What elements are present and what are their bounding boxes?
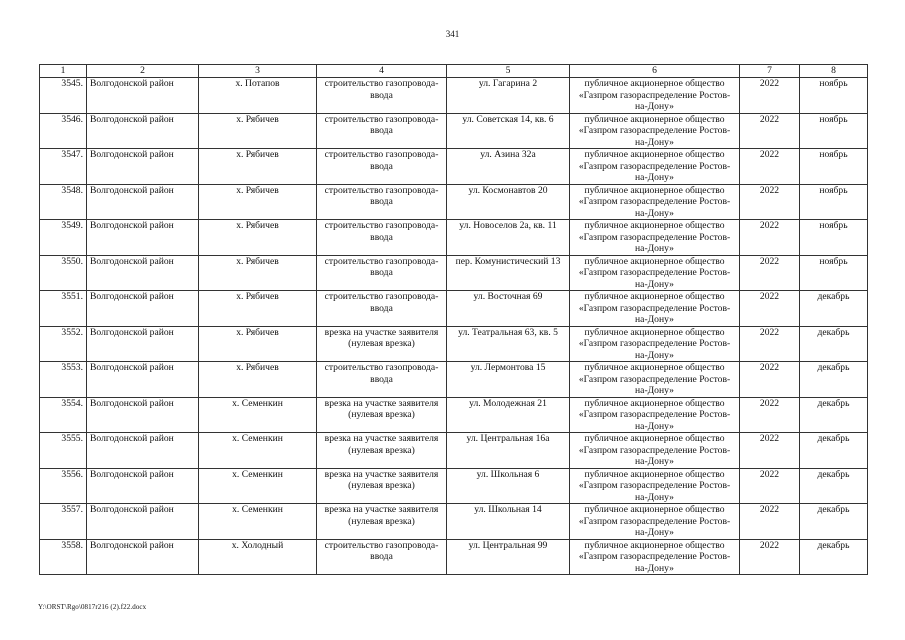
table-row xyxy=(40,78,868,114)
table-row xyxy=(40,220,868,256)
month-cell: декабрь xyxy=(800,291,868,327)
month-cell: декабрь xyxy=(800,397,868,433)
work-type-cell: врезка на участке заявителя (нулевая врезка) xyxy=(317,326,447,362)
work-type-cell: строительство газопровода-ввода xyxy=(317,184,447,220)
table-body xyxy=(40,78,868,575)
address-cell: ул. Космонавтов 20 xyxy=(447,184,570,220)
column-header: 6 xyxy=(570,65,740,78)
month-cell: ноябрь xyxy=(800,149,868,185)
column-header: 4 xyxy=(317,65,447,78)
month-cell: декабрь xyxy=(800,468,868,504)
address-cell: ул. Школьная 14 xyxy=(447,504,570,540)
column-header: 8 xyxy=(800,65,868,78)
address-cell: ул. Восточная 69 xyxy=(447,291,570,327)
organization-cell: публичное акционерное общество «Газпром газораспределение Ростов-на-Дону» xyxy=(570,184,740,220)
row-number-cell: 3558. xyxy=(40,539,87,575)
address-cell: ул. Молодежная 21 xyxy=(447,397,570,433)
settlement-cell: х. Семенкин xyxy=(199,433,317,469)
month-cell: ноябрь xyxy=(800,113,868,149)
table-row xyxy=(40,149,868,185)
work-type-cell: строительство газопровода-ввода xyxy=(317,113,447,149)
address-cell: ул. Центральная 99 xyxy=(447,539,570,575)
district-cell: Волгодонской район xyxy=(87,149,199,185)
settlement-cell: х. Потапов xyxy=(199,78,317,114)
address-cell: ул. Школьная 6 xyxy=(447,468,570,504)
year-cell: 2022 xyxy=(740,433,800,469)
organization-cell: публичное акционерное общество «Газпром газораспределение Ростов-на-Дону» xyxy=(570,78,740,114)
table-row xyxy=(40,397,868,433)
district-cell: Волгодонской район xyxy=(87,539,199,575)
organization-cell: публичное акционерное общество «Газпром газораспределение Ростов-на-Дону» xyxy=(570,504,740,540)
month-cell: декабрь xyxy=(800,539,868,575)
column-header: 3 xyxy=(199,65,317,78)
column-header: 5 xyxy=(447,65,570,78)
organization-cell: публичное акционерное общество «Газпром газораспределение Ростов-на-Дону» xyxy=(570,113,740,149)
work-type-cell: строительство газопровода-ввода xyxy=(317,291,447,327)
settlement-cell: х. Рябичев xyxy=(199,291,317,327)
row-number-cell: 3545. xyxy=(40,78,87,114)
year-cell: 2022 xyxy=(740,113,800,149)
row-number-cell: 3546. xyxy=(40,113,87,149)
year-cell: 2022 xyxy=(740,468,800,504)
year-cell: 2022 xyxy=(740,504,800,540)
year-cell: 2022 xyxy=(740,326,800,362)
settlement-cell: х. Семенкин xyxy=(199,504,317,540)
organization-cell: публичное акционерное общество «Газпром газораспределение Ростов-на-Дону» xyxy=(570,433,740,469)
year-cell: 2022 xyxy=(740,362,800,398)
organization-cell: публичное акционерное общество «Газпром газораспределение Ростов-на-Дону» xyxy=(570,255,740,291)
month-cell: ноябрь xyxy=(800,184,868,220)
district-cell: Волгодонской район xyxy=(87,255,199,291)
table-row xyxy=(40,468,868,504)
work-type-cell: врезка на участке заявителя (нулевая врезка) xyxy=(317,504,447,540)
table-row xyxy=(40,504,868,540)
year-cell: 2022 xyxy=(740,184,800,220)
work-type-cell: строительство газопровода-ввода xyxy=(317,362,447,398)
settlement-cell: х. Семенкин xyxy=(199,397,317,433)
address-cell: ул. Гагарина 2 xyxy=(447,78,570,114)
year-cell: 2022 xyxy=(740,539,800,575)
year-cell: 2022 xyxy=(740,78,800,114)
year-cell: 2022 xyxy=(740,149,800,185)
district-cell: Волгодонской район xyxy=(87,397,199,433)
work-type-cell: строительство газопровода-ввода xyxy=(317,255,447,291)
organization-cell: публичное акционерное общество «Газпром газораспределение Ростов-на-Дону» xyxy=(570,291,740,327)
table-row xyxy=(40,184,868,220)
settlement-cell: х. Холодный xyxy=(199,539,317,575)
work-type-cell: строительство газопровода-ввода xyxy=(317,539,447,575)
row-number-cell: 3548. xyxy=(40,184,87,220)
row-number-cell: 3553. xyxy=(40,362,87,398)
column-header: 1 xyxy=(40,65,87,78)
district-cell: Волгодонской район xyxy=(87,326,199,362)
column-header: 7 xyxy=(740,65,800,78)
work-type-cell: врезка на участке заявителя (нулевая врезка) xyxy=(317,468,447,504)
organization-cell: публичное акционерное общество «Газпром газораспределение Ростов-на-Дону» xyxy=(570,326,740,362)
year-cell: 2022 xyxy=(740,291,800,327)
table-row xyxy=(40,433,868,469)
organization-cell: публичное акционерное общество «Газпром газораспределение Ростов-на-Дону» xyxy=(570,397,740,433)
month-cell: ноябрь xyxy=(800,78,868,114)
district-cell: Волгодонской район xyxy=(87,113,199,149)
settlement-cell: х. Рябичев xyxy=(199,255,317,291)
row-number-cell: 3557. xyxy=(40,504,87,540)
settlement-cell: х. Рябичев xyxy=(199,149,317,185)
year-cell: 2022 xyxy=(740,220,800,256)
address-cell: пер. Комунистический 13 xyxy=(447,255,570,291)
table-row xyxy=(40,255,868,291)
settlement-cell: х. Семенкин xyxy=(199,468,317,504)
row-number-cell: 3554. xyxy=(40,397,87,433)
month-cell: декабрь xyxy=(800,362,868,398)
month-cell: ноябрь xyxy=(800,255,868,291)
month-cell: декабрь xyxy=(800,504,868,540)
district-cell: Волгодонской район xyxy=(87,184,199,220)
row-number-cell: 3547. xyxy=(40,149,87,185)
district-cell: Волгодонской район xyxy=(87,504,199,540)
organization-cell: публичное акционерное общество «Газпром газораспределение Ростов-на-Дону» xyxy=(570,362,740,398)
organization-cell: публичное акционерное общество «Газпром газораспределение Ростов-на-Дону» xyxy=(570,149,740,185)
organization-cell: публичное акционерное общество «Газпром газораспределение Ростов-на-Дону» xyxy=(570,468,740,504)
year-cell: 2022 xyxy=(740,255,800,291)
table-row xyxy=(40,291,868,327)
month-cell: декабрь xyxy=(800,326,868,362)
row-number-cell: 3552. xyxy=(40,326,87,362)
organization-cell: публичное акционерное общество «Газпром газораспределение Ростов-на-Дону» xyxy=(570,539,740,575)
table-row xyxy=(40,326,868,362)
work-type-cell: врезка на участке заявителя (нулевая врезка) xyxy=(317,433,447,469)
table-row xyxy=(40,113,868,149)
address-cell: ул. Новоселов 2а, кв. 11 xyxy=(447,220,570,256)
column-header: 2 xyxy=(87,65,199,78)
district-cell: Волгодонской район xyxy=(87,78,199,114)
settlement-cell: х. Рябичев xyxy=(199,184,317,220)
month-cell: декабрь xyxy=(800,433,868,469)
work-type-cell: строительство газопровода-ввода xyxy=(317,220,447,256)
year-cell: 2022 xyxy=(740,397,800,433)
settlement-cell: х. Рябичев xyxy=(199,220,317,256)
district-cell: Волгодонской район xyxy=(87,362,199,398)
row-number-cell: 3555. xyxy=(40,433,87,469)
district-cell: Волгодонской район xyxy=(87,291,199,327)
work-type-cell: врезка на участке заявителя (нулевая врезка) xyxy=(317,397,447,433)
address-cell: ул. Лермонтова 15 xyxy=(447,362,570,398)
table-row xyxy=(40,539,868,575)
table-row xyxy=(40,362,868,398)
row-number-cell: 3549. xyxy=(40,220,87,256)
address-cell: ул. Азина 32а xyxy=(447,149,570,185)
settlement-cell: х. Рябичев xyxy=(199,113,317,149)
footer-file-path: Y:\ORST\Rgo\0817r216 (2).f22.docx xyxy=(38,603,147,611)
month-cell: ноябрь xyxy=(800,220,868,256)
work-type-cell: строительство газопровода-ввода xyxy=(317,149,447,185)
settlement-cell: х. Рябичев xyxy=(199,326,317,362)
settlement-cell: х. Рябичев xyxy=(199,362,317,398)
organization-cell: публичное акционерное общество «Газпром газораспределение Ростов-на-Дону» xyxy=(570,220,740,256)
district-cell: Волгодонской район xyxy=(87,433,199,469)
row-number-cell: 3556. xyxy=(40,468,87,504)
address-cell: ул. Центральная 16а xyxy=(447,433,570,469)
address-cell: ул. Театральная 63, кв. 5 xyxy=(447,326,570,362)
district-cell: Волгодонской район xyxy=(87,468,199,504)
column-number-row xyxy=(40,65,868,78)
address-cell: ул. Советская 14, кв. 6 xyxy=(447,113,570,149)
row-number-cell: 3551. xyxy=(40,291,87,327)
page-number: 341 xyxy=(445,29,460,39)
district-cell: Волгодонской район xyxy=(87,220,199,256)
gas-connection-schedule-table xyxy=(39,64,868,575)
row-number-cell: 3550. xyxy=(40,255,87,291)
work-type-cell: строительство газопровода-ввода xyxy=(317,78,447,114)
